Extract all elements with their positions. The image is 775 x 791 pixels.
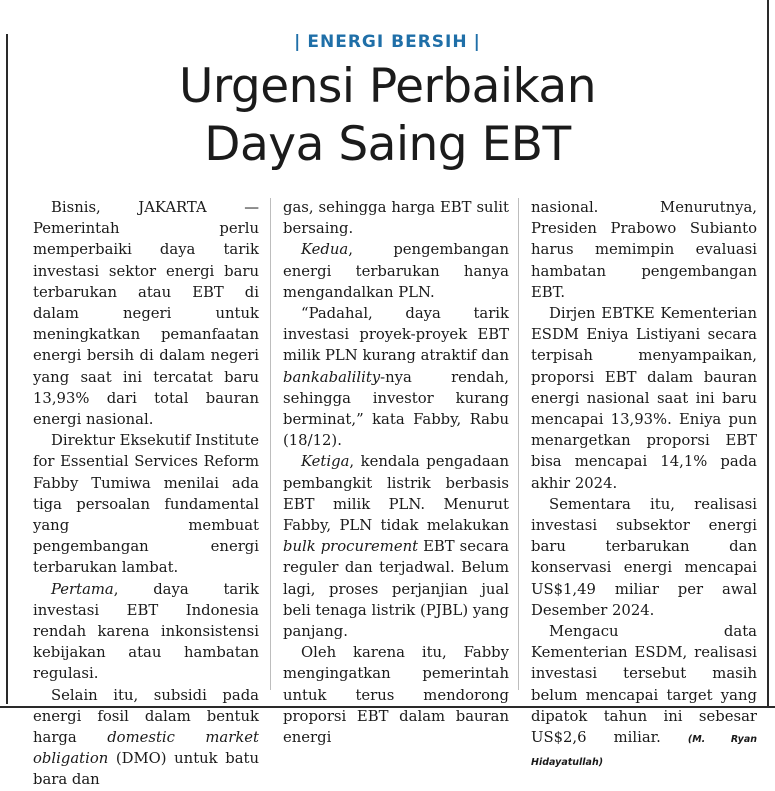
paragraph-italic-term: bankabalility <box>283 368 381 386</box>
paragraph-italic-term: bulk procurement <box>283 538 419 556</box>
paragraph-italic-term: domestic market obligation <box>33 729 259 768</box>
paragraph-text-tail: EBT secara reguler dan terjadwal. Belum lagi, proses perjanjian jual beli tenaga listrik (PJBL) yang panjang. <box>283 538 509 641</box>
paragraph-lead: Kedua <box>301 241 349 259</box>
article-column-3 <box>531 197 757 773</box>
paragraph-lead: Ketiga <box>301 453 350 471</box>
section-kicker <box>0 32 775 52</box>
paragraph <box>531 621 757 773</box>
paragraph <box>531 494 757 621</box>
author-credit: (M. Ryan Hidayatullah) <box>531 734 757 769</box>
paragraph-text: , daya tarik investasi EBT Indonesia rendah karena inkonsistensi kebijakan atau hambatan regulasi. <box>33 580 259 683</box>
article-column-2 <box>283 197 509 748</box>
paragraph-text: Sementara itu, realisasi investasi subsektor energi baru terbarukan dan konservasi energi mencapai US$1,49 miliar per awal Desember 2024. <box>531 495 757 619</box>
paragraph-text: Direktur Eksekutif Institute for Essential Services Reform Fabby Tumiwa menilai ada tiga persoalan fundamental yang membuat pengembangan energi terbarukan lambat. <box>33 432 259 577</box>
kicker-bar-left: | <box>294 32 302 52</box>
paragraph-text: , pengembangan energi terbarukan hanya mengandalkan PLN. <box>283 241 509 301</box>
headline-line-2: Daya Saing EBT <box>204 117 571 172</box>
article-column-1 <box>33 197 259 791</box>
paragraph-text: Mengacu data Kementerian ESDM, realisasi investasi tersebut masih belum mencapai target yang dipatok tahun ini sebesar US$2,6 miliar. <box>531 623 757 747</box>
paragraph <box>33 685 259 791</box>
paragraph <box>33 197 259 430</box>
paragraph-text: Bisnis, JAKARTA — Pemerintah perlu memperbaiki daya tarik investasi sektor energi baru terbarukan atau EBT di dalam negeri untuk meningkatkan pemanfaatan energi bersih di dalam negeri yang saat ini tercatat baru 13,93% dari total bauran energi nasional. <box>33 199 259 429</box>
paragraph-text: Selain itu, subsidi pada energi fosil dalam bentuk harga <box>33 686 259 747</box>
paragraph-text: nasional. Menurutnya, Presiden Prabowo Subianto harus memimpin evaluasi hambatan pengembangan EBT. <box>531 199 757 301</box>
column-divider-1 <box>270 198 271 690</box>
paragraph-text-tail: (DMO) untuk batu bara dan <box>33 750 259 789</box>
paragraph <box>283 642 509 748</box>
paragraph-text: “Padahal, daya tarik investasi proyek-proyek EBT milik PLN kurang atraktif dan <box>283 305 509 365</box>
paragraph-text: , kendala pengadaan pembangkit listrik berbasis EBT milik PLN. Menurut Fabby, PLN tidak melakukan <box>283 453 509 535</box>
paragraph <box>283 239 509 303</box>
paragraph <box>33 579 259 685</box>
paragraph <box>531 303 757 494</box>
paragraph-lead: Pertama <box>51 580 114 598</box>
paragraph-text: Oleh karena itu, Fabby mengingatkan pemerintah untuk terus mendorong proporsi EBT dalam bauran energi <box>283 644 509 747</box>
paragraph <box>283 303 509 451</box>
headline-line-1: Urgensi Perbaikan <box>178 59 596 114</box>
paragraph <box>531 197 757 303</box>
kicker-label: ENERGI BERSIH <box>307 32 468 52</box>
column-divider-2 <box>518 198 519 690</box>
paragraph-text: Dirjen EBTKE Kementerian ESDM Eniya Listiyani secara terpisah menyampaikan, proporsi EBT dalam bauran energi nasional saat ini baru mencapai 13,93%. Eniya pun menargetkan proporsi EBT bisa mencapai 14,1% pada akhir 2024. <box>531 305 757 492</box>
paragraph-text: gas, sehingga harga EBT sulit bersaing. <box>283 199 509 238</box>
article-headline <box>0 58 775 174</box>
paragraph <box>283 197 509 239</box>
kicker-bar-right: | <box>473 32 481 52</box>
paragraph <box>283 451 509 642</box>
paragraph-text-tail: -nya rendah, sehingga investor kurang berminat,” kata Fabby, Rabu (18/12). <box>283 368 509 450</box>
paragraph <box>33 430 259 578</box>
